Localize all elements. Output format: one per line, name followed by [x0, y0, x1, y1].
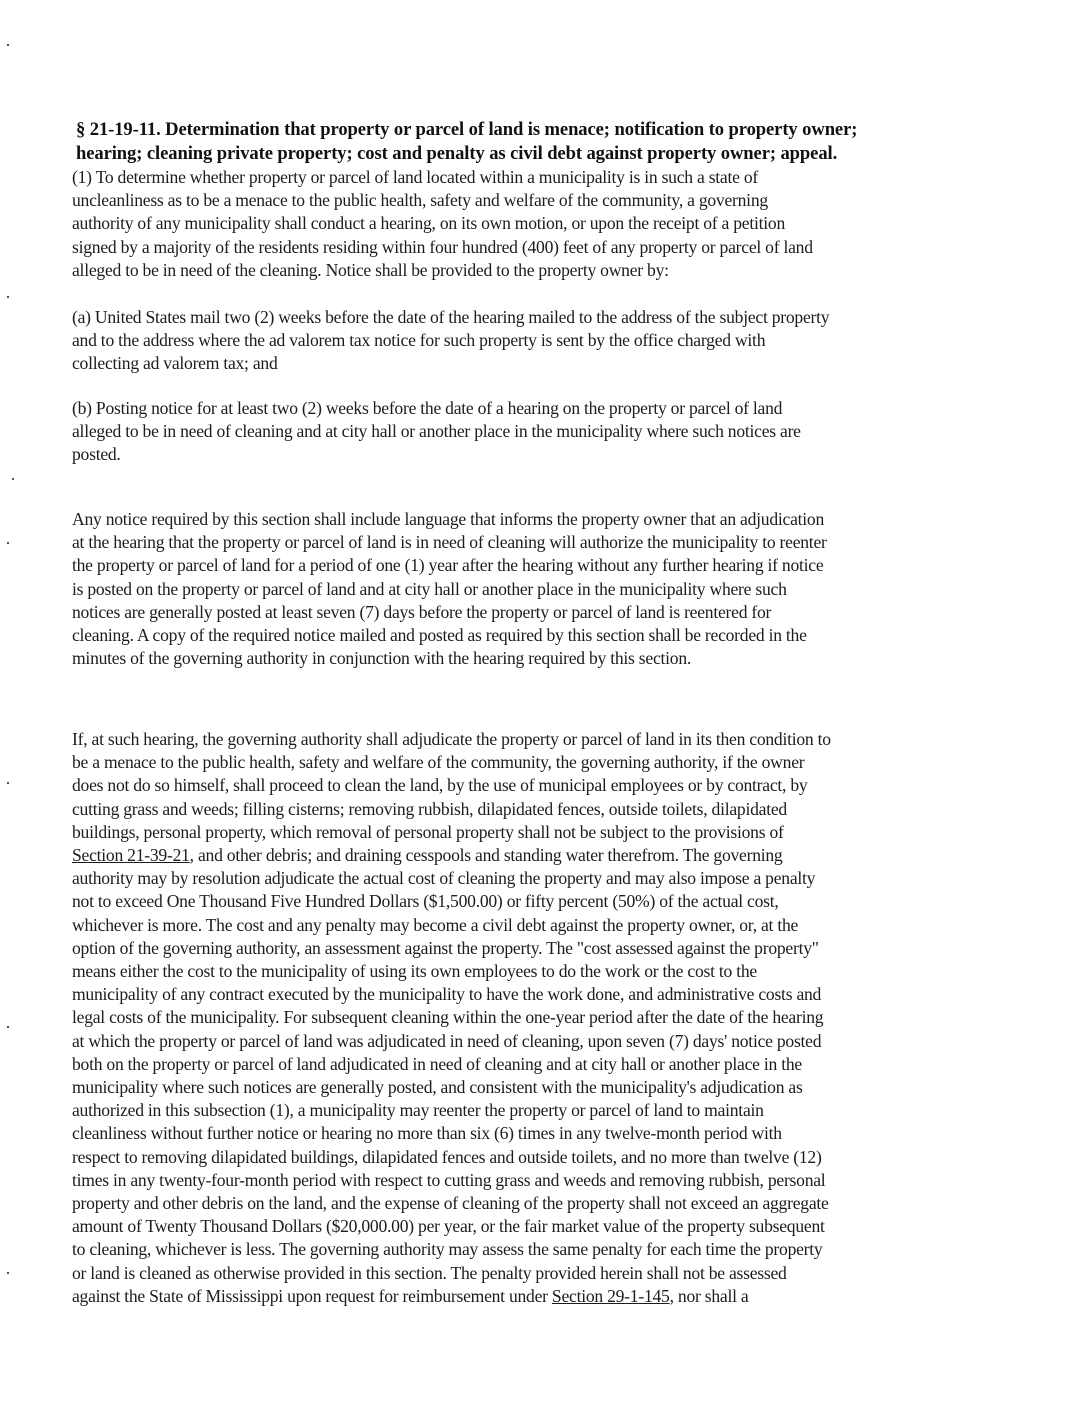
heading-line: § 21-19-11. Determination that property or parcel of land is menace; notification to property owner;	[76, 119, 858, 140]
text-line: be a menace to the public health, safety and welfare of the community, the governing authority, if the owner	[72, 752, 805, 773]
text-line: cleanliness without further notice or hearing no more than six (6) times in any twelve-month period with	[72, 1123, 782, 1144]
text-fragment: , and other debris; and draining cesspools and standing water therefrom. The governing	[189, 845, 783, 866]
text-line: alleged to be in need of cleaning and at city hall or another place in the municipality where such notices are	[72, 421, 801, 442]
text-line: not to exceed One Thousand Five Hundred Dollars ($1,500.00) or fifty percent (50%) of the actual cost,	[72, 891, 779, 912]
text-line: If, at such hearing, the governing authority shall adjudicate the property or parcel of land in its then condition to	[72, 729, 831, 749]
text-line: respect to removing dilapidated buildings, dilapidated fences and outside toilets, and no more than twelve (12)	[72, 1146, 822, 1167]
text-line: municipality of any contract executed by the municipality to have the work done, and administrative costs and	[72, 984, 822, 1005]
scan-speck	[7, 1272, 9, 1274]
text-line: to cleaning, whichever is less. The governing authority may assess the same penalty for each time the property	[72, 1239, 823, 1260]
text-line: cutting grass and weeds; filling cisterns; removing rubbish, dilapidated fences, outside toilets, dilapidated	[72, 798, 787, 819]
scan-speck	[7, 44, 9, 46]
text-line: signed by a majority of the residents residing within four hundred (400) feet of any property or parcel of land	[72, 236, 813, 257]
text-line: posted.	[72, 444, 121, 465]
text-line: means either the cost to the municipality of using its own employees to do the work or the cost to the	[72, 961, 757, 982]
text-line: Any notice required by this section shall include language that informs the property owner that an adjudication	[72, 509, 825, 529]
text-line: the property or parcel of land for a period of one (1) year after the hearing without any further hearing if notice	[72, 555, 824, 576]
paragraph-clause-a	[72, 306, 1032, 376]
text-line: at which the property or parcel of land was adjudicated in need of cleaning, upon seven (7) days' notice posted	[72, 1030, 822, 1051]
scan-speck	[7, 296, 9, 298]
text-line: uncleanliness as to be a menace to the public health, safety and welfare of the community, a governing	[72, 190, 768, 211]
scan-speck	[7, 782, 9, 784]
text-line: authority of any municipality shall conduct a hearing, on its own motion, or upon the receipt of a petition	[72, 213, 785, 234]
text-fragment: against the State of Mississippi upon request for reimbursement under	[72, 1285, 552, 1306]
section-heading	[76, 118, 1036, 166]
text-line-with-link	[72, 844, 1032, 867]
scan-speck	[12, 478, 14, 480]
text-line: (b) Posting notice for at least two (2) weeks before the date of a hearing on the property or parcel of land	[72, 398, 783, 418]
text-line: does not do so himself, shall proceed to clean the land, by the use of municipal employees or by contract, by	[72, 775, 808, 796]
text-line: authorized in this subsection (1), a municipality may reenter the property or parcel of land to maintain	[72, 1100, 764, 1121]
text-line: is posted on the property or parcel of land and at city hall or another place in the municipality where such	[72, 578, 787, 599]
text-line: property and other debris on the land, and the expense of cleaning of the property shall not exceed an aggregate	[72, 1193, 829, 1214]
text-line: (1) To determine whether property or parcel of land located within a municipality is in such a state of	[72, 167, 758, 187]
text-line: (a) United States mail two (2) weeks before the date of the hearing mailed to the address of the subject property	[72, 307, 830, 327]
text-line: option of the governing authority, an assessment against the property. The "cost assessed against the property"	[72, 937, 819, 958]
text-line: at the hearing that the property or parcel of land is in need of cleaning will authorize the municipality to reenter	[72, 532, 827, 553]
text-line: cleaning. A copy of the required notice mailed and posted as required by this section shall be recorded in the	[72, 625, 807, 646]
paragraph-subsection-1	[72, 166, 1032, 282]
text-line: legal costs of the municipality. For subsequent cleaning within the one-year period after the date of the hearing	[72, 1007, 824, 1028]
text-line: municipality where such notices are generally posted, and consistent with the municipality's adjudication as	[72, 1077, 803, 1098]
scan-speck	[7, 1026, 9, 1028]
text-line: minutes of the governing authority in conjunction with the hearing required by this section.	[72, 648, 692, 669]
link-section-21-39-21[interactable]: Section 21-39-21	[72, 845, 190, 866]
text-line: amount of Twenty Thousand Dollars ($20,000.00) per year, or the fair market value of the property subsequent	[72, 1216, 825, 1237]
paragraph-notice-requirements	[72, 508, 1032, 670]
text-line: notices are generally posted at least seven (7) days before the property or parcel of land is reentered for	[72, 601, 772, 622]
paragraph-clause-b	[72, 397, 1032, 467]
text-fragment: , nor shall a	[669, 1285, 749, 1306]
text-line: or land is cleaned as otherwise provided in this section. The penalty provided herein shall not be assessed	[72, 1262, 787, 1283]
text-line: buildings, personal property, which removal of personal property shall not be subject to the provisions of	[72, 821, 784, 842]
text-line: collecting ad valorem tax; and	[72, 353, 278, 374]
text-line: alleged to be in need of the cleaning. Notice shall be provided to the property owner by:	[72, 259, 669, 280]
heading-line: hearing; cleaning private property; cost and penalty as civil debt against property owner; appeal.	[76, 143, 838, 164]
text-line: times in any twenty-four-month period with respect to cutting grass and weeds and removing rubbish, personal	[72, 1169, 826, 1190]
text-line: whichever is more. The cost and any penalty may become a civil debt against the property owner, or, at the	[72, 914, 799, 935]
text-line: and to the address where the ad valorem tax notice for such property is sent by the office charged with	[72, 330, 766, 351]
text-line: authority may by resolution adjudicate the actual cost of cleaning the property and may also impose a penalty	[72, 868, 816, 889]
text-line-with-link	[72, 1285, 1032, 1308]
link-section-29-1-145[interactable]: Section 29-1-145	[551, 1285, 670, 1306]
paragraph-adjudication	[72, 728, 1032, 1308]
text-line: both on the property or parcel of land adjudicated in need of cleaning and at city hall or another place in the	[72, 1053, 802, 1074]
scan-speck	[7, 542, 9, 544]
